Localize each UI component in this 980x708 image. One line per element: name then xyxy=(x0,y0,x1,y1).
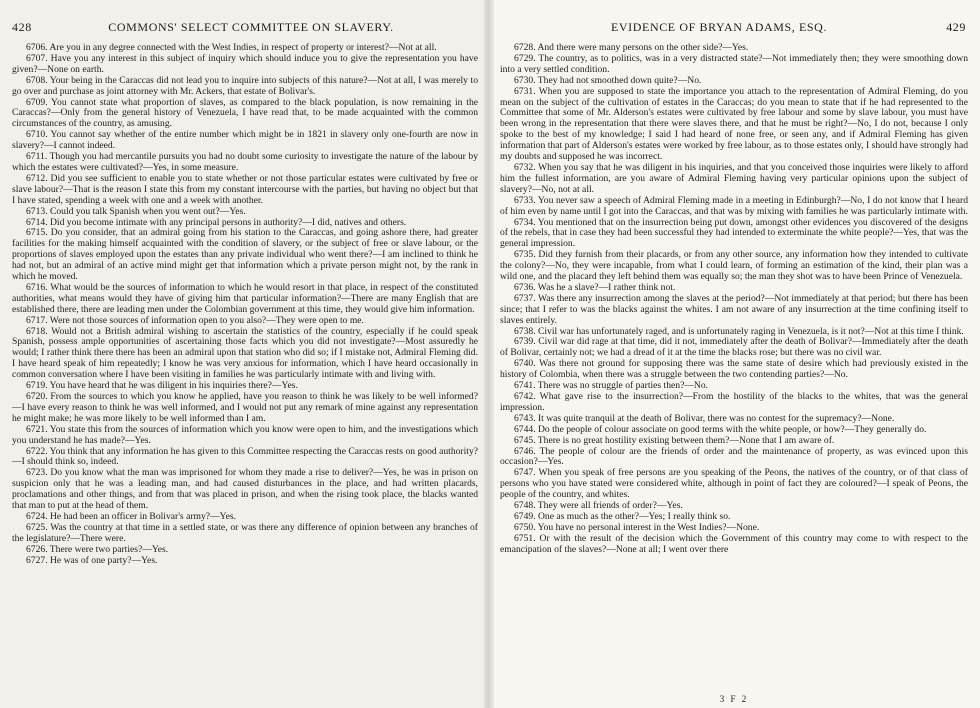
left-page-number: 428 xyxy=(12,20,32,34)
left-paragraph: 6710. You cannot say whether of the entire number which might be in 1821 in slavery only one-fourth are now in slavery?—I cannot indeed. xyxy=(12,129,478,152)
right-paragraph: 6743. It was quite tranquil at the death of Bolivar, there was no contest for the supremacy?—None. xyxy=(514,412,895,424)
right-paragraph: 6745. There is no great hostility existing between them?—None that I am aware of. xyxy=(514,434,835,446)
left-running-head: COMMONS' SELECT COMMITTEE ON SLAVERY. xyxy=(108,20,394,34)
left-paragraph: 6707. Have you any interest in this subject of inquiry which should induce you to give the representation you have given?—None on earth. xyxy=(12,52,478,75)
left-paragraph: 6719. You have heard that he was diligent in his inquiries there?—Yes. xyxy=(26,380,298,392)
right-paragraph: 6741. There was no struggle of parties then?—No. xyxy=(514,380,709,392)
left-paragraph: 6713. Could you talk Spanish when you went out?—Yes. xyxy=(26,205,246,217)
left-paragraph: 6724. He had been an officer in Bolivar's army?—Yes. xyxy=(26,510,236,522)
left-paragraph: 6727. He was of one party?—Yes. xyxy=(26,554,158,566)
left-paragraph: 6708. Your being in the Caraccas did not lead you to inquire into subjects of this nature?—Not at all, I was merely to go over and purchase as joint attorney with Mr. Ackers, that estate of Bolivar's. xyxy=(12,74,478,97)
right-paragraph: 6731. When you are supposed to state the importance you attach to the representation of Admiral Fleming, do you mean on the subject of the cultivation of estates in the Caraccas; do you mean to state that if he had represented to the Committee that some of Mr. Alderson's estates were cultivated by free labour and some by slave labour, you must have been wrong in the representation that there were slaves there, and that he must be right?—No, I do not, because I only spoke to the best of my knowledge; I said I had heard of none free, or seen any, and if Admiral Fleming has given information that part of Alderson's estates were worked by free labour, as to those estates only, I should have strongly had my doubts and supposed he was incorrect. xyxy=(500,85,968,163)
right-page-number: 429 xyxy=(946,20,966,34)
right-paragraph: 6740. Was there not ground for supposing there was the same state of desire which had previously existed in the history of Colombia, when there was a struggle between the two contending parties?—No. xyxy=(500,358,968,381)
right-paragraph: 6737. Was there any insurrection among the slaves at the period?—Not immediately at that period; but there has been since; that I refer to was the blacks against the whites. I am not aware of any insurrection at the time confining itself to slaves entirely. xyxy=(500,292,968,326)
right-paragraph: 6749. One as much as the other?—Yes; I really think so. xyxy=(514,510,731,522)
left-paragraph: 6711. Though you had mercantile pursuits you had no doubt some curiosity to investigate the nature of the labour by which the estates were cultivated?—Yes, in some measure. xyxy=(12,151,478,173)
left-paragraph: 6726. There were two parties?—Yes. xyxy=(26,543,169,555)
right-paragraph: 6734. You mentioned that on the insurrection being put down, amongst other evidences you discovered of the designs of the rebels, that in case they had been successful they had intended to exterminate the white people?—Yes, that was the general impression. xyxy=(500,216,968,250)
right-paragraph: 6748. They were all friends of order?—Yes. xyxy=(514,500,683,512)
left-body-text xyxy=(12,43,478,567)
left-paragraph: 6712. Did you see sufficient to enable you to state whether or not those particular estates were cultivated by free or slave labour?—That is the reason I state this from my constant intercourse with the parties, but having no object but that I have stated, spending a week with one and a week with another. xyxy=(12,172,478,206)
right-paragraph: 6751. Or with the result of the decision which the Government of this country may come to with respect to the emancipation of the slaves?—None at all; I went over there xyxy=(500,532,968,555)
left-paragraph: 6722. You think that any information he has given to this Committee respecting the Caraccas rests on good authority?—I should think so, indeed. xyxy=(12,445,478,468)
right-paragraph: 6728. And there were many persons on the other side?—Yes. xyxy=(514,42,749,53)
left-paragraph: 6725. Was the country at that time in a settled state, or was there any difference of opinion between any branches of the legislature?—There were. xyxy=(12,521,478,544)
left-paragraph: 6715. Do you consider, that an admiral going from his station to the Caraccas, and going ashore there, had greater facilities for the making himself acquainted with the condition of slavery, or the subject of free or slave labour, or the proportions of slaves employed upon the estates than any private individual who went there?—I am inclined to think he had not, but an admiral of an active mind might get that information which a private person might not, by the rank in which he moved. xyxy=(12,227,478,283)
right-paragraph: 6732. When you say that he was diligent in his inquiries, and that you conceived those inquiries were likely to afford him the fullest information, are you aware of Admiral Fleming having very particular opinions upon the subject of slavery?—No, not at all. xyxy=(500,161,968,195)
left-paragraph: 6720. From the sources to which you know he applied, have you reason to think he was likely to be well informed?—I have every reason to think he was well informed, and I would not put any remark of mine against any representation he might make; he was more likely to be well informed than I am. xyxy=(12,391,478,424)
right-paragraph: 6747. When you speak of free persons are you speaking of the Peons, the natives of the country, or of that class of persons who you have stated were considered white, although in point of fact they are coloured?—I speak of Peons, the people of the country, and whites. xyxy=(500,467,968,501)
right-paragraph: 6730. They had not smoothed down quite?—No. xyxy=(514,74,702,86)
right-paragraph: 6746. The people of colour are the friends of order and the maintenance of property, as was evinced upon this occasion?—Yes. xyxy=(500,445,968,468)
left-paragraph: 6716. What would be the sources of information to which he would resort in that place, in respect of the constituted authorities, what means would they have of giving him that particular information?—There are many English that are established there, there are leading men under the Colombian government at this time, they would give him information. xyxy=(12,281,478,315)
left-paragraph: 6714. Did you become intimate with any principal persons in authority?—I did, natives and others. xyxy=(26,216,407,228)
right-paragraph: 6729. The country, as to politics, was in a very distracted state?—Not immediately then; they were smoothing down into a very settled condition. xyxy=(500,52,968,75)
right-paragraph: 6738. Civil war has unfortunately raged, and is unfortunately raging in Venezuela, is it not?—Not at this time I think. xyxy=(514,325,964,337)
signature-mark: 3 F 2 xyxy=(719,694,749,704)
right-body-text xyxy=(500,43,968,556)
right-paragraph: 6744. Do the people of colour associate on good terms with the white people, or how?—They generally do. xyxy=(514,423,927,435)
left-running-header xyxy=(0,20,492,36)
right-page xyxy=(488,0,980,708)
left-paragraph: 6706. Are you in any degree connected with the West Indies, in respect of property or interest?—Not at all. xyxy=(26,42,437,53)
right-paragraph: 6750. You have no personal interest in the West Indies?—None. xyxy=(514,521,760,533)
left-paragraph: 6717. Were not those sources of information open to you also?—They were open to me. xyxy=(26,314,364,326)
right-running-header xyxy=(488,20,980,36)
right-running-head: EVIDENCE OF BRYAN ADAMS, ESQ. xyxy=(610,20,828,34)
left-paragraph: 6709. You cannot state what proportion of slaves, as compared to the black population, is now remaining in the Caraccas?—Only from the general history of Venezuela, I have read that, to be made acquainted with the common circumstances of the country, as amusing. xyxy=(12,96,478,130)
left-paragraph: 6721. You state this from the sources of information which you know were open to him, and the investigations which you understand he has made?—Yes. xyxy=(12,423,478,446)
right-paragraph: 6742. What gave rise to the insurrection?—From the hostility of the blacks to the whites, that was the general impression. xyxy=(500,391,968,413)
right-paragraph: 6735. Did they furnish from their placards, or from any other source, any information how they intended to cultivate the colony?—No, they were incapable, from what I could learn, of forming an estimation of the kind, their plan was a wild one, and the placard they left behind them was equally so; the man they shot was to have been Prince of Venezuela. xyxy=(500,249,968,283)
right-paragraph: 6739. Civil war did rage at that time, did it not, immediately after the death of Bolivar?—Immediately after the death of Bolivar, certainly not; we had a dread of it at the time the blacks rose; but there was no civil war. xyxy=(500,336,968,359)
left-paragraph: 6718. Would not a British admiral wishing to ascertain the statistics of the country, especially if he could speak Spanish, possess ample opportunities of ascertaining those facts which you did not investigate?—Most assuredly he would; I rather think there there has been an admiral upon that station who did so; if I mistake not, Admiral Fleming did. I have heard speak of him repeatedly; I know he was very anxious for information, which I have heard occasionally in common conversation where I have been visiting in families he was particularly intimate with and living with. xyxy=(12,325,478,381)
left-paragraph: 6723. Do you know what the man was imprisoned for whom they made a rise to deliver?—Yes, he was in prison on suspicion only that he was a leading man, and had caused disturbances in the place, and had written placards, proclamations and other things, and from that was placed in prison, and when the rising took place, the blacks wanted that man to put at the head of them. xyxy=(12,467,478,512)
right-paragraph: 6733. You never saw a speech of Admiral Fleming made in a meeting in Edinburgh?—No, I do not know that I heard of him even by name until I got into the Caraccas, and that was by mixing with families he was particularly intimate with. xyxy=(500,194,968,217)
right-paragraph: 6736. Was he a slave?—I rather think not. xyxy=(514,281,676,293)
book-gutter xyxy=(484,0,494,708)
